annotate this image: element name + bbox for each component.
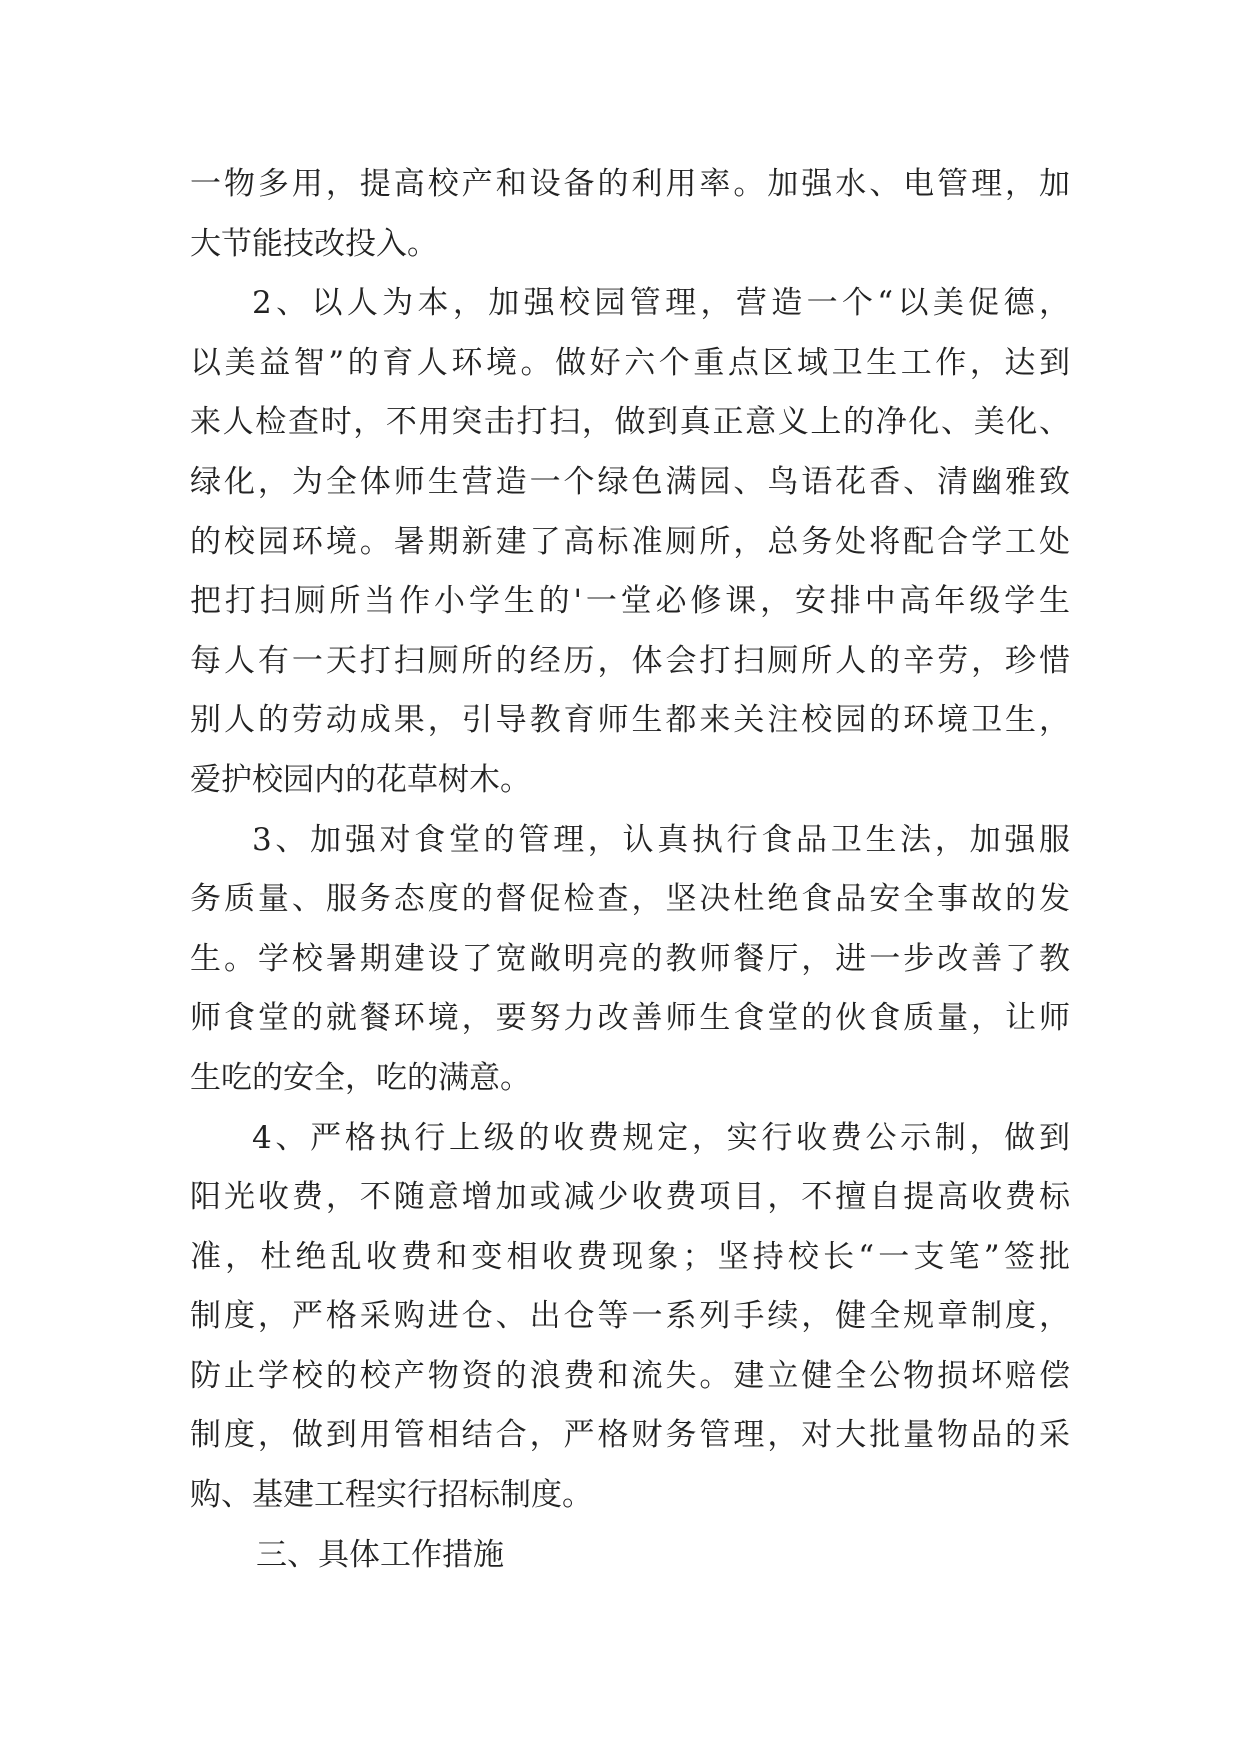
- paragraph-start-line: 4、严格执行上级的收费规定，实行收费公示制，做到: [252, 1119, 1070, 1156]
- text-line: 别人的劳动成果，引导教育师生都来关注校园的环境卫生，: [190, 702, 1070, 739]
- text-line: 绿化，为全体师生营造一个绿色满园、鸟语花香、清幽雅致: [190, 463, 1070, 500]
- text-line: 准，杜绝乱收费和变相收费现象；坚持校长“一支笔”签批: [190, 1238, 1070, 1275]
- text-line: 制度，严格采购进仓、出仓等一系列手续，健全规章制度，: [190, 1298, 1070, 1335]
- section-heading: 三、具体工作措施: [256, 1536, 504, 1573]
- text-line: 来人检查时，不用突击打扫，做到真正意义上的净化、美化、: [190, 404, 1070, 441]
- text-line: 师食堂的就餐环境，要努力改善师生食堂的伙食质量，让师: [190, 1000, 1070, 1037]
- text-line: 爱护校园内的花草树木。: [190, 761, 531, 798]
- text-line: 大节能技改投入。: [190, 225, 438, 262]
- text-line: 购、基建工程实行招标制度。: [190, 1477, 593, 1514]
- text-line: 阳光收费，不随意增加或减少收费项目，不擅自提高收费标: [190, 1179, 1070, 1216]
- paragraph-start-line: 2、以人为本，加强校园管理，营造一个“以美促德，: [252, 285, 1070, 322]
- body-text: [190, 155, 1070, 1585]
- text-line: 生吃的安全，吃的满意。: [190, 1059, 531, 1096]
- text-line: 生。学校暑期建设了宽敞明亮的教师餐厅，进一步改善了教: [190, 940, 1070, 977]
- paragraph-start-line: 3、加强对食堂的管理，认真执行食品卫生法，加强服: [252, 821, 1070, 858]
- text-line: 以美益智”的育人环境。做好六个重点区域卫生工作，达到: [190, 344, 1070, 381]
- text-line: 一物多用，提高校产和设备的利用率。加强水、电管理，加: [190, 166, 1070, 202]
- text-line: 的校园环境。暑期新建了高标准厕所，总务处将配合学工处: [190, 523, 1070, 560]
- text-line: 务质量、服务态度的督促检查，坚决杜绝食品安全事故的发: [190, 881, 1070, 918]
- text-line: 把打扫厕所当作小学生的'一堂必修课，安排中高年级学生: [190, 583, 1070, 620]
- text-line: 防止学校的校产物资的浪费和流失。建立健全公物损坏赔偿: [190, 1357, 1070, 1394]
- text-line: 每人有一天打扫厕所的经历，体会打扫厕所人的辛劳，珍惜: [190, 642, 1070, 679]
- text-line: 制度，做到用管相结合，严格财务管理，对大批量物品的采: [190, 1417, 1070, 1454]
